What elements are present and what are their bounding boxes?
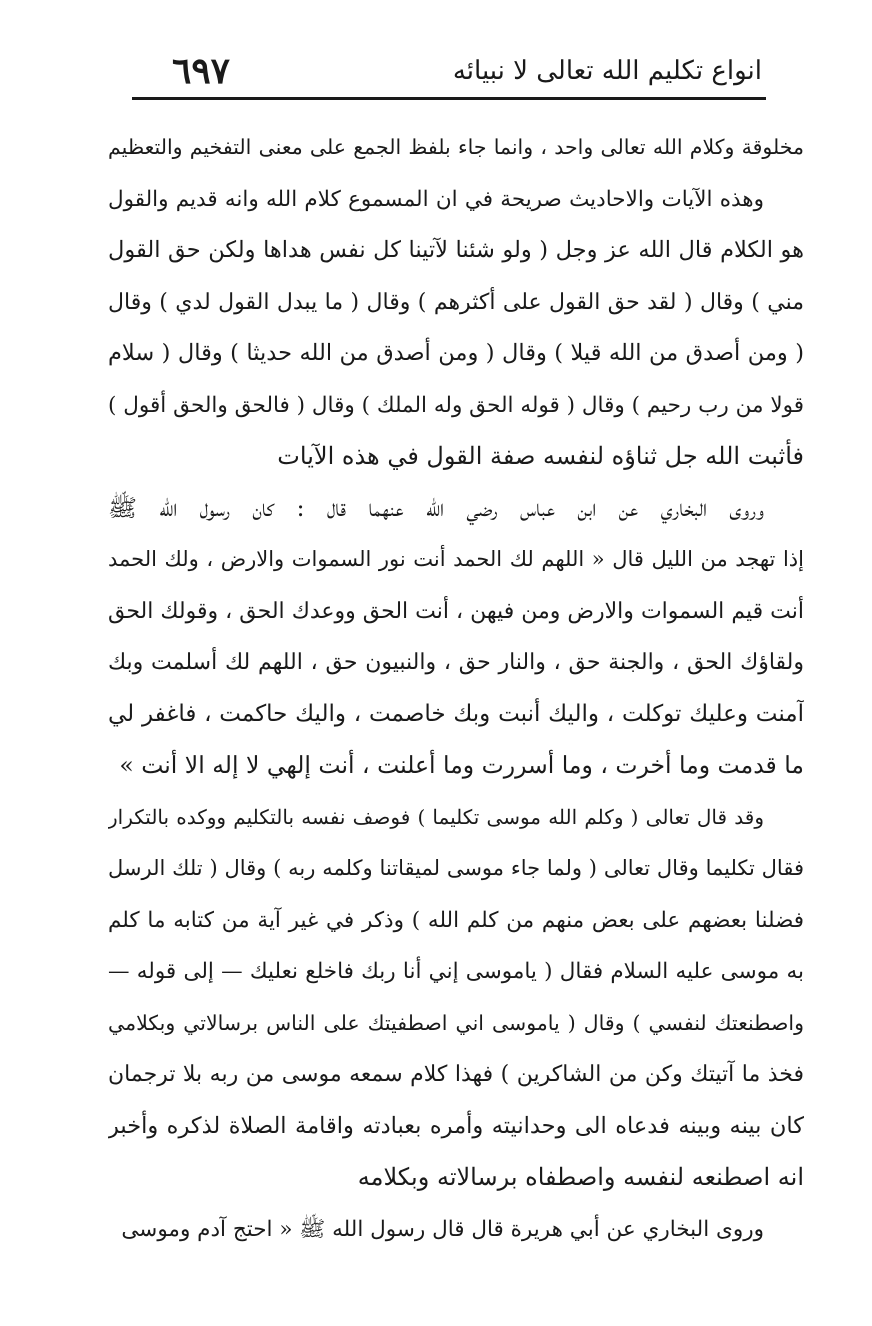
body-text bbox=[108, 122, 804, 1255]
text-line: وقد قال تعالى ( وكلم الله موسى تكليما ) فوصف نفسه بالتكليم ووكده بالتكرار bbox=[108, 804, 764, 829]
text-line: كان بينه وبينه فدعاه الى وحدانيته وأمره بعبادته واقامة الصلاة لذكره وأخبر bbox=[108, 1112, 804, 1139]
text-line: وهذه الآيات والاحاديث صريحة في ان المسموع كلام الله وانه قديم والقول bbox=[108, 186, 764, 212]
text-line: ما قدمت وما أخرت ، وما أسررت وما أعلنت ، أنت إلهي لا إله الا أنت » bbox=[119, 751, 804, 779]
text-line: فقال تكليما وقال تعالى ( ولما جاء موسى لميقاتنا وكلمه ربه ) وقال ( تلك الرسل bbox=[108, 856, 804, 880]
text-line: مني ) وقال ( لقد حق القول على أكثرهم ) وقال ( ما يبدل القول لدي ) وقال bbox=[108, 289, 804, 315]
text-line: فأثبت الله جل ثناؤه لنفسه صفة القول في هذه الآيات bbox=[277, 442, 804, 470]
header-rule bbox=[132, 97, 766, 100]
text-line: آمنت وعليك توكلت ، واليك أنبت وبك خاصمت ، واليك حاكمت ، فاغفر لي bbox=[108, 700, 804, 727]
text-line: أنت قيم السموات والارض ومن فيهن ، أنت الحق ووعدك الحق ، وقولك الحق bbox=[108, 598, 804, 624]
text-line: ولقاؤك الحق ، والجنة حق ، والنار حق ، والنبيون حق ، اللهم لك أسلمت وبك bbox=[108, 650, 804, 675]
page-header bbox=[132, 48, 766, 94]
text-line: ( ومن أصدق من الله قيلا ) وقال ( ومن أصدق من الله حديثا ) وقال ( سلام bbox=[108, 340, 804, 366]
text-line: وروى البخاري عن ابن عباس رضي الله عنهما قال : كان رسول الله ﷺ bbox=[108, 493, 764, 522]
text-line: مخلوقة وكلام الله تعالى واحد ، وانما جاء بلفظ الجمع على معنى التفخيم والتعظيم bbox=[108, 135, 804, 159]
text-line: قولا من رب رحيم ) وقال ( قوله الحق وله الملك ) وقال ( فالحق والحق أقول ) bbox=[108, 392, 804, 418]
text-line: إذا تهجد من الليل قال « اللهم لك الحمد أنت نور السموات والارض ، ولك الحمد bbox=[108, 547, 804, 571]
text-line: هو الكلام قال الله عز وجل ( ولو شئنا لآتينا كل نفس هداها ولكن حق القول bbox=[108, 237, 804, 263]
text-line: واصطنعتك لنفسي ) وقال ( ياموسى اني اصطفيتك على الناس برسالاتي وبكلامي bbox=[108, 1010, 804, 1035]
running-title: انواع تكليم الله تعالى لا نبيائه bbox=[452, 56, 762, 86]
text-line: انه اصطنعه لنفسه واصطفاه برسالاته وبكلامه bbox=[357, 1163, 804, 1191]
text-line: وروى البخاري عن أبي هريرة قال قال رسول الله ﷺ « احتج آدم وموسى bbox=[121, 1216, 764, 1242]
page-number: ٦٩٧ bbox=[172, 50, 231, 92]
text-line: فضلنا بعضهم على بعض منهم من كلم الله ) وذكر في غير آية من كتابه ما كلم bbox=[108, 907, 804, 933]
text-line: به موسى عليه السلام فقال ( ياموسى إني أنا ربك فاخلع نعليك — إلى قوله — bbox=[108, 959, 804, 984]
text-line: فخذ ما آتيتك وكن من الشاكرين ) فهذا كلام سمعه موسى من ربه بلا ترجمان bbox=[108, 1062, 804, 1087]
